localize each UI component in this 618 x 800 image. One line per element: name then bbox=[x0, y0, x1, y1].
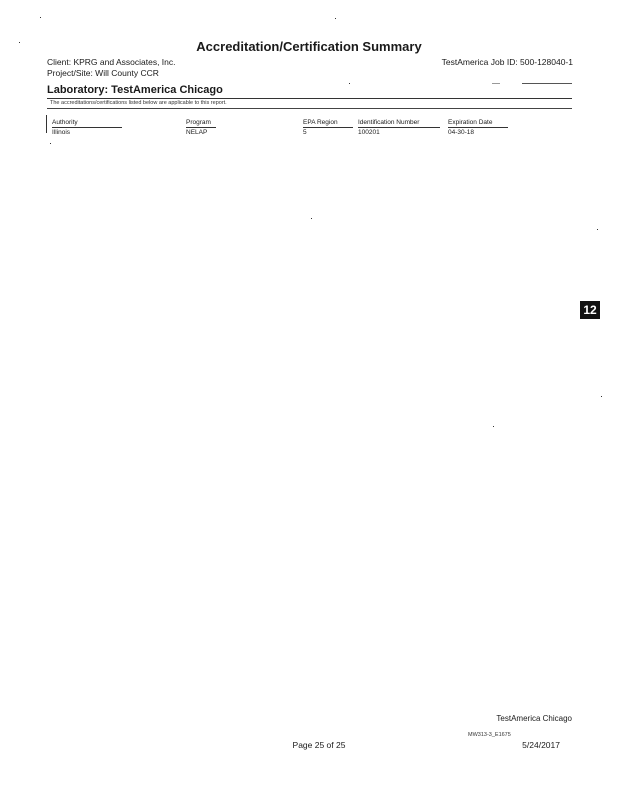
table-margin-bar bbox=[46, 115, 47, 133]
column-header-epa-region: EPA Region bbox=[303, 119, 338, 126]
table-cell-program: NELAP bbox=[186, 129, 208, 135]
scan-speck bbox=[597, 229, 598, 230]
divider bbox=[522, 83, 572, 84]
header-underline bbox=[358, 127, 440, 128]
scan-speck bbox=[40, 17, 41, 18]
footer-lab-name: TestAmerica Chicago bbox=[496, 714, 572, 723]
table-cell-authority: Illinois bbox=[52, 129, 71, 135]
scan-speck bbox=[493, 426, 494, 427]
section-tab: 12 bbox=[580, 301, 600, 319]
column-header-authority: Authority bbox=[52, 119, 78, 126]
header-underline bbox=[448, 127, 508, 128]
column-header-expiration-date: Expiration Date bbox=[448, 119, 493, 126]
column-header-program: Program bbox=[186, 119, 211, 126]
scan-speck bbox=[335, 18, 336, 19]
client-label: Client: KPRG and Associates, Inc. bbox=[47, 57, 176, 67]
applicability-note: The accreditations/certifications listed below are applicable to this report. bbox=[50, 100, 227, 106]
footer-doc-code: MW313-3_E1675 bbox=[468, 732, 511, 738]
table-cell-expiration-date: 04-30-18 bbox=[448, 129, 475, 135]
job-id-label: TestAmerica Job ID: 500-128040-1 bbox=[441, 57, 573, 67]
divider bbox=[492, 83, 500, 84]
column-header-identification-number: Identification Number bbox=[358, 119, 420, 126]
table-cell-epa-region: 5 bbox=[303, 129, 307, 135]
scan-speck bbox=[601, 396, 602, 397]
header-underline bbox=[303, 127, 353, 128]
page-title: Accreditation/Certification Summary bbox=[196, 39, 422, 54]
page-number: Page 25 of 25 bbox=[292, 740, 346, 750]
footer-date: 5/24/2017 bbox=[522, 740, 560, 750]
scan-speck bbox=[311, 218, 312, 219]
scan-speck bbox=[349, 83, 350, 84]
scan-speck bbox=[50, 143, 51, 144]
divider bbox=[47, 108, 572, 109]
table-cell-identification-number: 100201 bbox=[358, 129, 380, 135]
header-underline bbox=[186, 127, 216, 128]
project-site-label: Project/Site: Will County CCR bbox=[47, 68, 159, 78]
scan-speck bbox=[19, 42, 20, 43]
header-underline bbox=[52, 127, 122, 128]
divider bbox=[47, 98, 572, 99]
laboratory-heading: Laboratory: TestAmerica Chicago bbox=[47, 84, 223, 96]
